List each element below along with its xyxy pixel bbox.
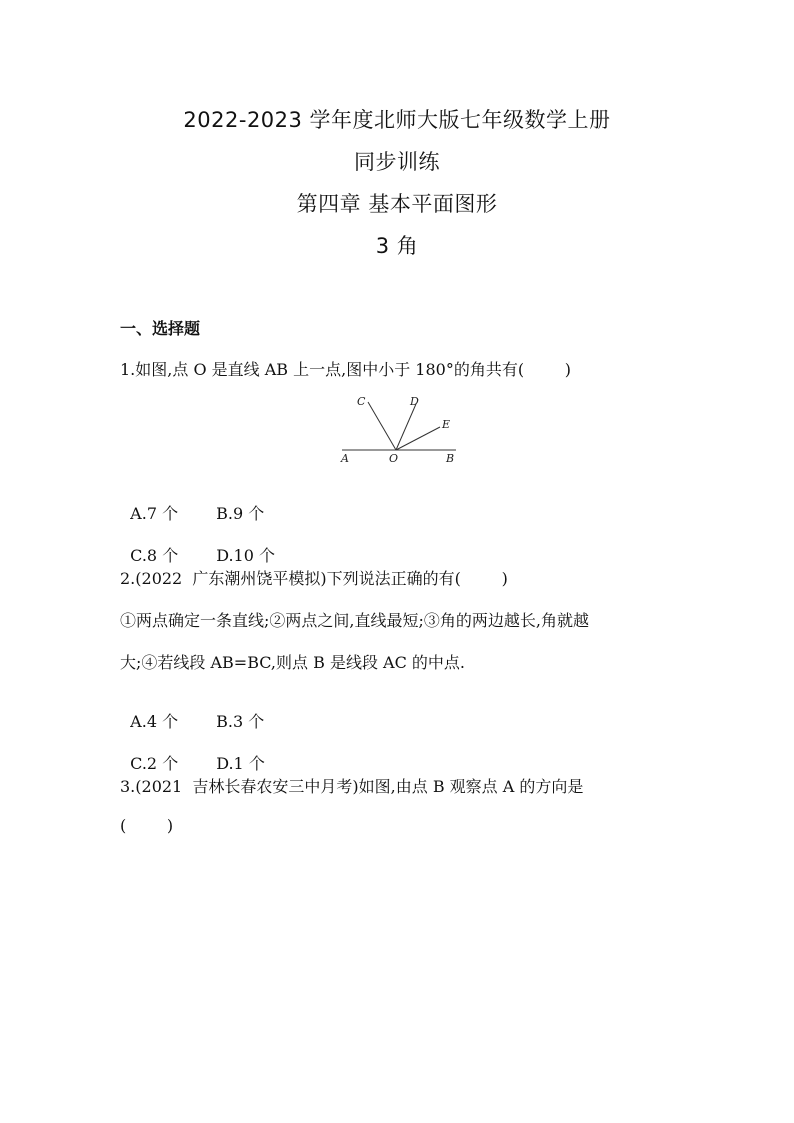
section-heading: 一、选择题	[120, 319, 201, 338]
ray-oe	[396, 427, 440, 450]
q3-stem: 3.(2021 吉林长春农安三中月考)如图,由点 B 观察点 A 的方向是	[120, 777, 584, 796]
q1-options-row1	[120, 482, 264, 524]
chapter-title: 第四章 基本平面图形	[296, 192, 498, 216]
q2-option-d[interactable]: D.1 个	[216, 754, 265, 773]
q2-option-c[interactable]: C.2 个	[130, 754, 179, 773]
label-a: A	[341, 452, 349, 464]
q1-stem: 1.如图,点 O 是直线 AB 上一点,图中小于 180°的角共有( )	[120, 360, 572, 379]
doc-title: 2022-2023 学年度北师大版七年级数学上册	[183, 108, 611, 132]
label-o: O	[389, 452, 399, 464]
q1-option-d[interactable]: D.10 个	[216, 546, 275, 565]
q2-options-row2	[120, 732, 265, 774]
q1-angle-figure	[338, 394, 468, 464]
ray-oc	[368, 402, 396, 450]
q1-option-c[interactable]: C.8 个	[130, 546, 179, 565]
q2-option-b[interactable]: B.3 个	[216, 712, 265, 731]
q1-option-a[interactable]: A.7 个	[130, 504, 179, 523]
q2-option-a[interactable]: A.4 个	[130, 712, 179, 731]
label-e: E	[442, 418, 451, 431]
q2-options-row1	[120, 690, 264, 732]
q2-stem: 2.(2022 广东潮州饶平模拟)下列说法正确的有( )	[120, 569, 508, 588]
q1-option-b[interactable]: B.9 个	[216, 504, 265, 523]
doc-subtitle: 同步训练	[354, 150, 440, 174]
q1-options-row2	[120, 524, 275, 566]
label-c: C	[357, 395, 366, 408]
q3-answer-bracket: ( )	[120, 816, 174, 835]
lesson-title: 3 角	[375, 234, 419, 258]
label-d: D	[410, 395, 419, 408]
q2-body-line1: ①两点确定一条直线;②两点之间,直线最短;③角的两边越长,角就越	[120, 611, 589, 630]
label-b: B	[446, 452, 455, 464]
ray-od	[396, 404, 416, 450]
q2-body-line2: 大;④若线段 AB=BC,则点 B 是线段 AC 的中点.	[120, 653, 465, 672]
